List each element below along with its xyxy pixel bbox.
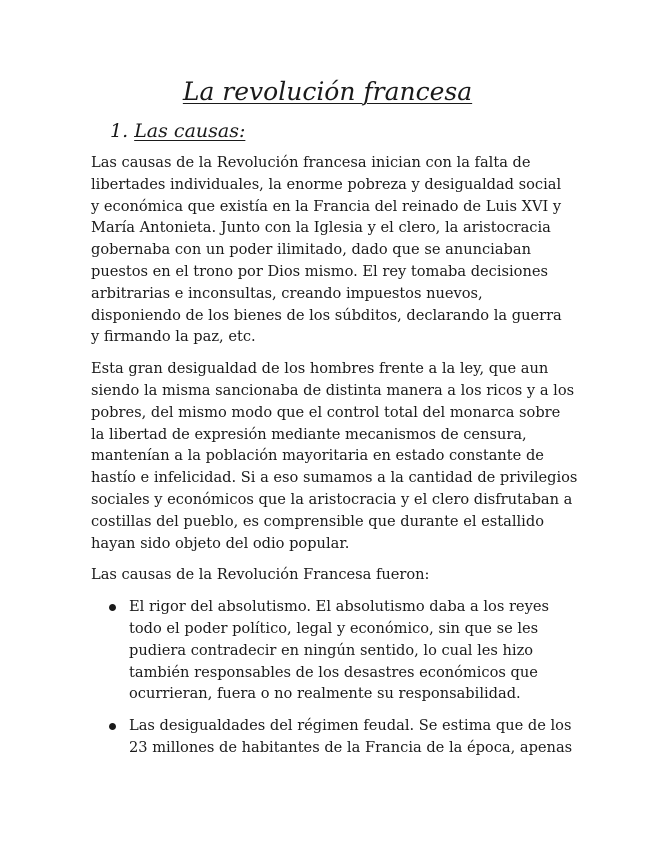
- paragraph: [91, 152, 571, 348]
- paragraph-line: la libertad de expresión mediante mecanismos de censura,: [91, 425, 527, 443]
- list-item-line: El rigor del absolutismo. El absolutismo daba a los reyes: [129, 598, 549, 616]
- list-item-line: todo el poder político, legal y económico, sin que se les: [129, 619, 539, 637]
- list-item-line: ocurrieran, fuera o no realmente su responsabilidad.: [129, 685, 521, 703]
- causes-list: [91, 596, 571, 759]
- paragraph-line: pobres, del mismo modo que el control total del monarca sobre: [91, 403, 561, 421]
- paragraph-group: [91, 152, 578, 586]
- section-heading: [110, 118, 245, 144]
- paragraph-line: mantenían a la población mayoritaria en estado constante de: [91, 447, 544, 465]
- paragraph-line: María Antonieta. Junto con la Iglesia y el clero, la aristocracia: [91, 219, 551, 237]
- list-item: [91, 596, 571, 705]
- document-body: [91, 152, 578, 769]
- bullet-icon: [109, 604, 116, 611]
- document-title-text: La revolución francesa: [182, 77, 473, 106]
- list-item-line: pudiera contradecir en ningún sentido, lo cual les hizo: [129, 641, 534, 659]
- paragraph-line: gobernaba con un poder ilimitado, dado que se anunciaban: [91, 241, 531, 259]
- section-title: Las causas:: [134, 120, 246, 142]
- section-number: 1.: [110, 120, 129, 142]
- paragraph: [91, 358, 578, 554]
- paragraph-line: siendo la misma sancionaba de distinta manera a los ricos y a los: [91, 381, 575, 399]
- paragraph-line: sociales y económicos que la aristocracia y el clero disfrutaban a: [91, 490, 573, 508]
- paragraph-line: Las causas de la Revolución Francesa fueron:: [91, 566, 430, 584]
- paragraph-line: y económica que existía en la Francia del reinado de Luis XVI y: [91, 197, 562, 215]
- paragraph-line: puestos en el trono por Dios mismo. El rey tomaba decisiones: [91, 262, 548, 280]
- list-item-line: 23 millones de habitantes de la Francia de la época, apenas: [129, 738, 573, 756]
- list-item-line: Las desigualdades del régimen feudal. Se estima que de los: [129, 717, 572, 735]
- paragraph-line: costillas del pueblo, es comprensible que durante el estallido: [91, 512, 544, 530]
- paragraph: [91, 564, 571, 586]
- list-item-line: también responsables de los desastres económicos que: [129, 663, 538, 681]
- list-item: [91, 715, 571, 759]
- document-title: [0, 76, 655, 108]
- paragraph-line: y firmando la paz, etc.: [91, 328, 256, 346]
- paragraph-line: libertades individuales, la enorme pobreza y desigualdad social: [91, 175, 562, 193]
- bullet-icon: [109, 723, 116, 730]
- paragraph-line: arbitrarias e inconsultas, creando impuestos nuevos,: [91, 284, 483, 302]
- paragraph-line: Las causas de la Revolución francesa inician con la falta de: [91, 154, 531, 171]
- paragraph-line: hastío e infelicidad. Si a eso sumamos a la cantidad de privilegios: [91, 469, 578, 487]
- paragraph-line: Esta gran desigualdad de los hombres frente a la ley, que aun: [91, 360, 549, 378]
- paragraph-line: disponiendo de los bienes de los súbditos, declarando la guerra: [91, 306, 562, 324]
- paragraph-line: hayan sido objeto del odio popular.: [91, 534, 350, 552]
